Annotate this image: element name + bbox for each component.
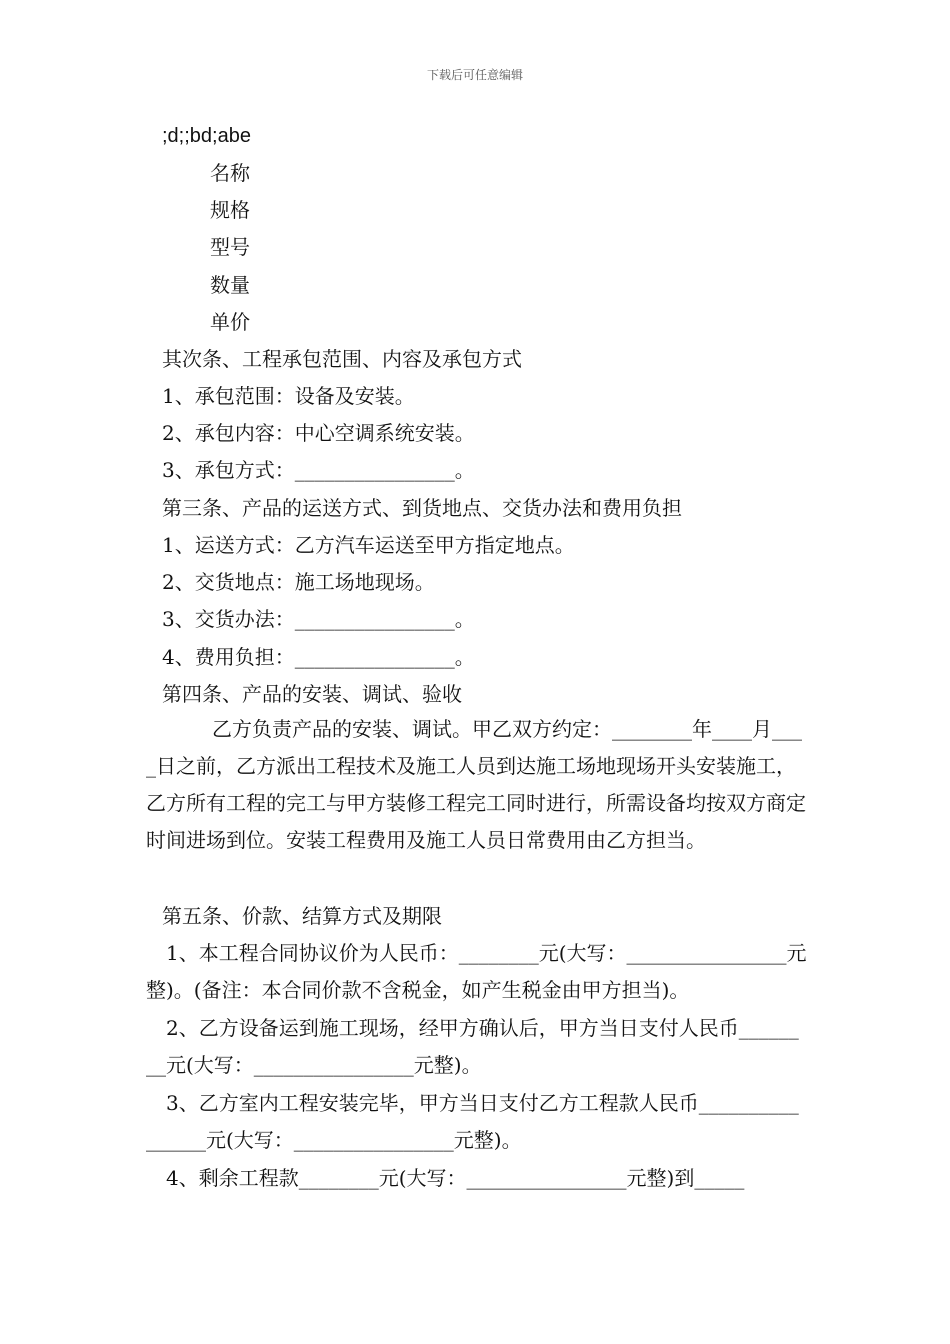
section-4-paragraph: 乙方负责产品的安装、调试。甲乙双方约定：________年____月____日之前，乙方派出工程技术及施工人员到达施工场地现场开头安装施工，乙方所有工程的完工与甲方装修工程完工同时进行，所需设备均按双方商定时间进场到位。安装工程费用及施工人员日常费用由乙方担当。 bbox=[146, 717, 806, 852]
section-2-line-1: 1、承包范围：设备及安装。 bbox=[162, 384, 415, 408]
section-2-line-3: 3、承包方式：________________。 bbox=[162, 458, 475, 482]
section-4-title: 第四条、产品的安装、调试、验收 bbox=[162, 682, 462, 706]
section-2-title: 其次条、工程承包范围、内容及承包方式 bbox=[162, 347, 522, 371]
section-3-line-1: 1、运送方式：乙方汽车运送至甲方指定地点。 bbox=[162, 533, 575, 557]
section-5-paragraph-2: 2、乙方设备运到施工现场，经甲方确认后，甲方当日支付人民币________元(大写：________________元整)。 bbox=[146, 1016, 799, 1077]
section-2-line-2: 2、承包内容：中心空调系统安装。 bbox=[162, 421, 475, 445]
item-name: 名称 bbox=[210, 161, 250, 185]
section-3-line-3: 3、交货办法：________________。 bbox=[162, 607, 475, 631]
item-quantity: 数量 bbox=[210, 273, 250, 297]
section-5-paragraph-3: 3、乙方室内工程安装完毕，甲方当日支付乙方工程款人民币________________元(大写：________________元整)。 bbox=[146, 1091, 799, 1152]
page-header: 下载后可任意编辑 bbox=[426, 68, 523, 82]
section-5-paragraph-1: 1、本工程合同协议价为人民币：________元(大写：________________元整)。(备注：本合同价款不含税金，如产生税金由甲方担当)。 bbox=[146, 941, 807, 1002]
item-model: 型号 bbox=[210, 235, 250, 259]
section-3-title: 第三条、产品的运送方式、到货地点、交货办法和费用负担 bbox=[162, 496, 682, 520]
section-5-paragraph-4: 4、剩余工程款________元(大写：________________元整)到_____ bbox=[166, 1166, 745, 1190]
item-spec: 规格 bbox=[210, 198, 250, 222]
header-code-line: ;d;;bd;abe bbox=[162, 125, 251, 147]
section-5-title: 第五条、价款、结算方式及期限 bbox=[162, 904, 442, 928]
item-unit-price: 单价 bbox=[210, 310, 250, 334]
section-3-line-2: 2、交货地点：施工场地现场。 bbox=[162, 570, 435, 594]
section-3-line-4: 4、费用负担：________________。 bbox=[162, 645, 475, 669]
